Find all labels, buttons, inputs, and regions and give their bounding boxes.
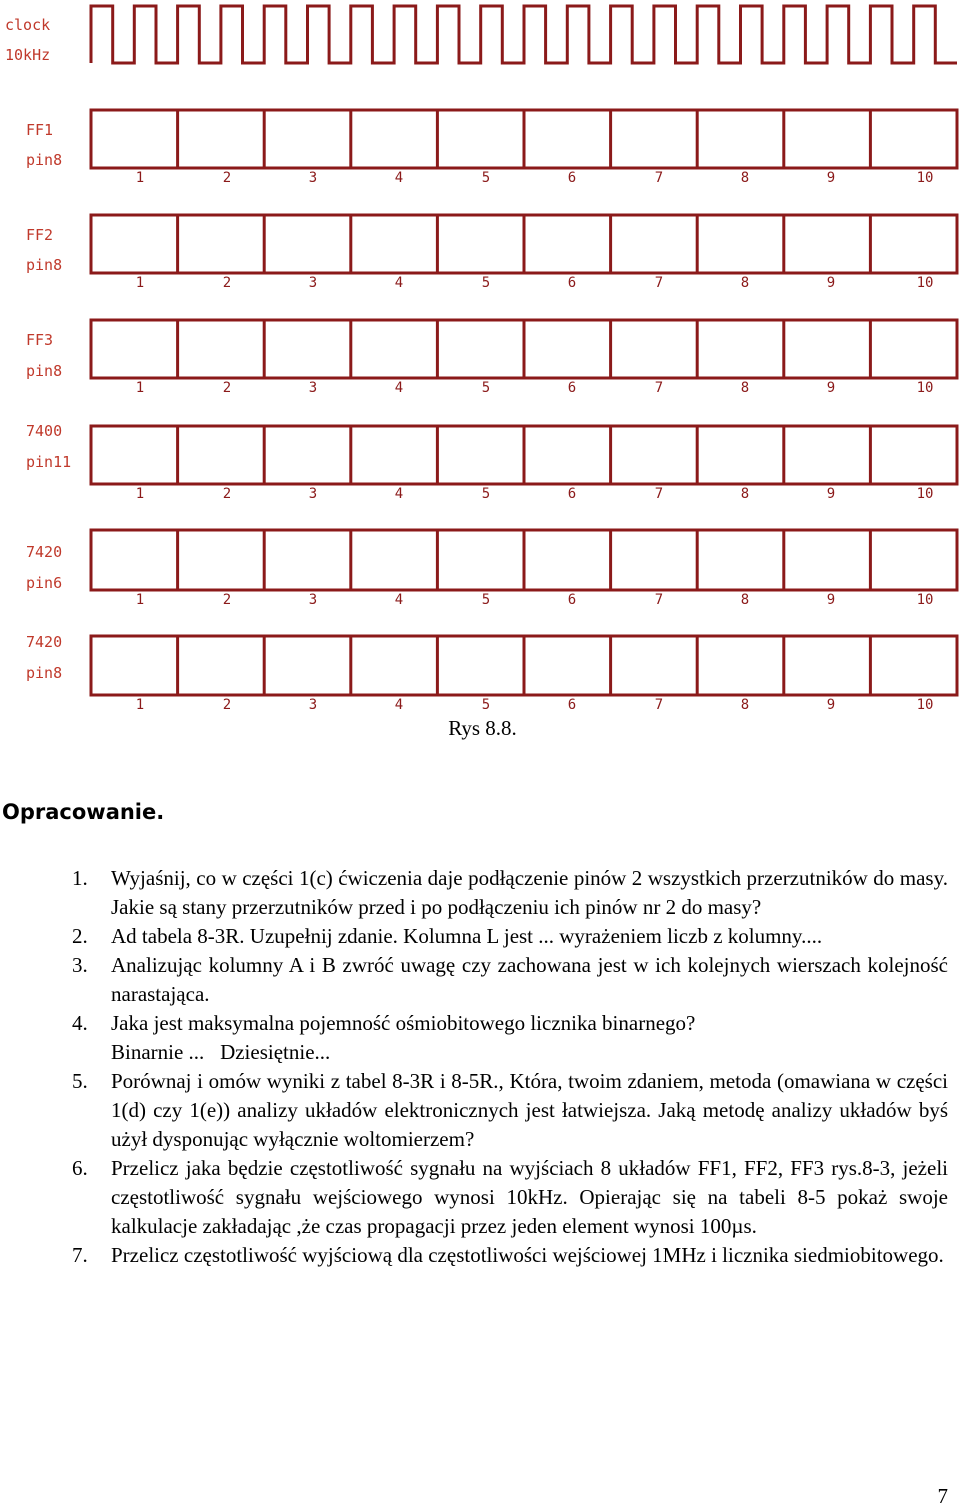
- tick-label: 2: [222, 486, 232, 502]
- question-number: 3.: [72, 953, 88, 977]
- signal-label: pin8: [26, 256, 63, 274]
- tick-label: 6: [567, 486, 577, 502]
- tick-label: 7: [654, 275, 664, 291]
- question-number: 6.: [72, 1156, 88, 1180]
- tick-label: 6: [567, 170, 577, 186]
- tick-label: 10: [916, 592, 934, 608]
- tick-label: 10: [916, 275, 934, 291]
- signal-label: pin8: [26, 664, 63, 682]
- tick-label: 3: [308, 380, 318, 396]
- tick-label: 10: [916, 486, 934, 502]
- question-text: Wyjaśnij, co w części 1(c) ćwiczenia daje podłączenie pinów 2 wszystkich przerzutników do masy. Jakie są stany przerzutników przed i po podłączeniu ich pinów nr 2 do masy?: [111, 866, 948, 919]
- tick-label: 6: [567, 380, 577, 396]
- tick-label: 1: [135, 697, 145, 713]
- tick-label: 4: [394, 275, 404, 291]
- tick-label: 4: [394, 170, 404, 186]
- tick-label: 7: [654, 486, 664, 502]
- question-item: [62, 864, 948, 922]
- tick-label: 10: [916, 697, 934, 713]
- signal-label: pin8: [26, 362, 63, 380]
- tick-label: 3: [308, 697, 318, 713]
- tick-label: 9: [826, 697, 836, 713]
- question-text: Porównaj i omów wyniki z tabel 8-3R i 8-5R., Która, twoim zdaniem, metoda (omawiana w części 1(d) czy 1(e)) analizy układów elektronicznych jest łatwiejsza. Jaką metodę analizy układów byś użył dysponując wyłącznie woltomierzem?: [111, 1069, 948, 1151]
- signal-label: pin8: [26, 151, 63, 169]
- question-text: Przelicz częstotliwość wyjściową dla częstotliwości wejściowej 1MHz i licznika siedmiobitowego.: [111, 1243, 944, 1267]
- tick-label: 4: [394, 592, 404, 608]
- tick-label: 9: [826, 380, 836, 396]
- tick-label: 6: [567, 275, 577, 291]
- signal-label: FF2: [26, 226, 54, 244]
- tick-label: 1: [135, 592, 145, 608]
- tick-label: 2: [222, 380, 232, 396]
- tick-label: 8: [740, 275, 750, 291]
- tick-label: 4: [394, 697, 404, 713]
- tick-label: 2: [222, 592, 232, 608]
- signal-label: clock: [5, 16, 51, 34]
- tick-label: 5: [481, 697, 491, 713]
- tick-label: 8: [740, 592, 750, 608]
- tick-label: 3: [308, 486, 318, 502]
- question-list: [62, 864, 948, 1270]
- question-number: 5.: [72, 1069, 88, 1093]
- question-number: 1.: [72, 866, 88, 890]
- tick-label: 8: [740, 697, 750, 713]
- signal-label: 7420: [26, 633, 63, 651]
- tick-label: 9: [826, 592, 836, 608]
- tick-label: 8: [740, 486, 750, 502]
- tick-label: 10: [916, 380, 934, 396]
- tick-label: 6: [567, 697, 577, 713]
- tick-label: 7: [654, 592, 664, 608]
- tick-label: 5: [481, 592, 491, 608]
- question-text: Przelicz jaka będzie częstotliwość sygnału na wyjściach 8 układów FF1, FF2, FF3 rys.8-3, jeżeli częstotliwość sygnału wejściowego wynosi 10kHz. Opierając się na tabeli 8-5 pokaż swoje kalkulacje zakładając ,że czas propagacji przez jeden element wynosi 100µs.: [111, 1156, 948, 1238]
- question-item: [62, 1009, 948, 1067]
- tick-label: 6: [567, 592, 577, 608]
- question-number: 7.: [72, 1243, 88, 1267]
- tick-label: 2: [222, 275, 232, 291]
- timing-diagram: [0, 0, 960, 720]
- question-number: 2.: [72, 924, 88, 948]
- figure-caption: Rys 8.8.: [448, 716, 517, 740]
- tick-label: 9: [826, 275, 836, 291]
- clock-waveform: [91, 6, 957, 63]
- question-number: 4.: [72, 1011, 88, 1035]
- tick-label: 10: [916, 170, 934, 186]
- signal-label: FF3: [26, 331, 54, 349]
- question-text: Analizując kolumny A i B zwróć uwagę czy zachowana jest w ich kolejnych wierszach kolejność narastająca.: [111, 953, 948, 1006]
- tick-label: 8: [740, 380, 750, 396]
- page-number: 7: [937, 1484, 948, 1508]
- tick-label: 3: [308, 275, 318, 291]
- tick-label: 7: [654, 697, 664, 713]
- tick-label: 8: [740, 170, 750, 186]
- tick-label: 4: [394, 380, 404, 396]
- question-text: Ad tabela 8-3R. Uzupełnij zdanie. Kolumna L jest ... wyrażeniem liczb z kolumny....: [111, 924, 823, 948]
- tick-label: 1: [135, 486, 145, 502]
- tick-label: 1: [135, 170, 145, 186]
- question-item: [62, 922, 948, 951]
- tick-label: 5: [481, 486, 491, 502]
- question-item: [62, 1067, 948, 1154]
- question-item: [62, 951, 948, 1009]
- tick-label: 7: [654, 380, 664, 396]
- signal-label: 7420: [26, 543, 63, 561]
- question-item: [62, 1241, 948, 1270]
- signal-label: pin6: [26, 574, 63, 592]
- tick-label: 2: [222, 170, 232, 186]
- signal-label: 7400: [26, 422, 63, 440]
- tick-label: 4: [394, 486, 404, 502]
- tick-label: 5: [481, 380, 491, 396]
- answer-decimal: Dziesiętnie...: [220, 1040, 331, 1064]
- signal-label: pin11: [26, 453, 72, 471]
- signal-label: FF1: [26, 121, 54, 139]
- question-text: Jaka jest maksymalna pojemność ośmiobitowego licznika binarnego?: [111, 1011, 696, 1035]
- tick-label: 1: [135, 275, 145, 291]
- section-title: Opracowanie.: [2, 800, 165, 824]
- tick-label: 5: [481, 275, 491, 291]
- tick-label: 7: [654, 170, 664, 186]
- signal-label: 10kHz: [5, 46, 51, 64]
- tick-label: 1: [135, 380, 145, 396]
- tick-label: 5: [481, 170, 491, 186]
- tick-label: 3: [308, 170, 318, 186]
- tick-label: 9: [826, 170, 836, 186]
- question-item: [62, 1154, 948, 1241]
- answer-binary: Binarnie ...: [111, 1040, 205, 1064]
- tick-label: 3: [308, 592, 318, 608]
- tick-label: 2: [222, 697, 232, 713]
- tick-label: 9: [826, 486, 836, 502]
